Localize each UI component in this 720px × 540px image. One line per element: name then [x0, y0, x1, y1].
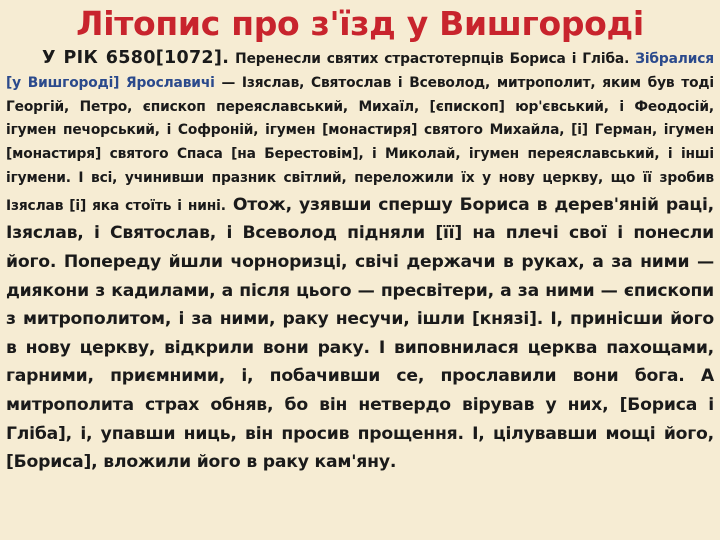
chronicle-part-3: Отож, узявши спершу Бориса в дерев'яній раці, Ізяслав, і Святослав, і Всеволод підняли [її] на плечі свої і понесли його. Попереду йшли чорноризці, свічі держачи в руках, а за ними — диякони з кадилами, а після цього — пресвітери, а за ними — єпископи з митрополитом, і за ними, раку несучи, ішли [князі]. І, принісши його в нову церкву, відкрили вони раку. І виповнилася церква пахощами, гарними, приємними, і, побачивши се, прославили вони бога. А митрополита страх обняв, бо він нетвердо вірував у них, [Бориса і Гліба], і, упавши ниць, він просив прощення. І, цілувавши мощі його, [Бориса], вложили його в раку кам'яну. [6, 194, 714, 473]
chronicle-year: У РІК 6580[1072]. [42, 48, 230, 68]
chronicle-part-2: — Ізяслав, Святослав і Всеволод, митрополит, яким був тоді Георгій, Петро, єпископ переяславський, Михаїл, [єпископ] юр'євський, і Феодосій, ігумен печорський, і Софроній, ігумен [монастиря] святого Михайла, [і] Герман, ігумен [монастиря] святого Спаса [на Берестовім], і Миколай, ігумен переяславський, і інші ігумени. І всі, учинивши празник світлий, переложили їх у нову церкву, що її зробив Ізяслав [і] яка стоїть і нині. [6, 74, 714, 214]
chronicle-intro [6, 48, 714, 214]
chronicle-part-1: Перенесли святих страстотерпців Бориса і Гліба. [229, 51, 636, 67]
chronicle-highlight: Зібралися [у Вишгороді] Ярославичі [6, 51, 714, 91]
slide-title: Літопис про з'їзд у Вишгороді [76, 4, 644, 43]
chronicle-text [6, 47, 714, 477]
